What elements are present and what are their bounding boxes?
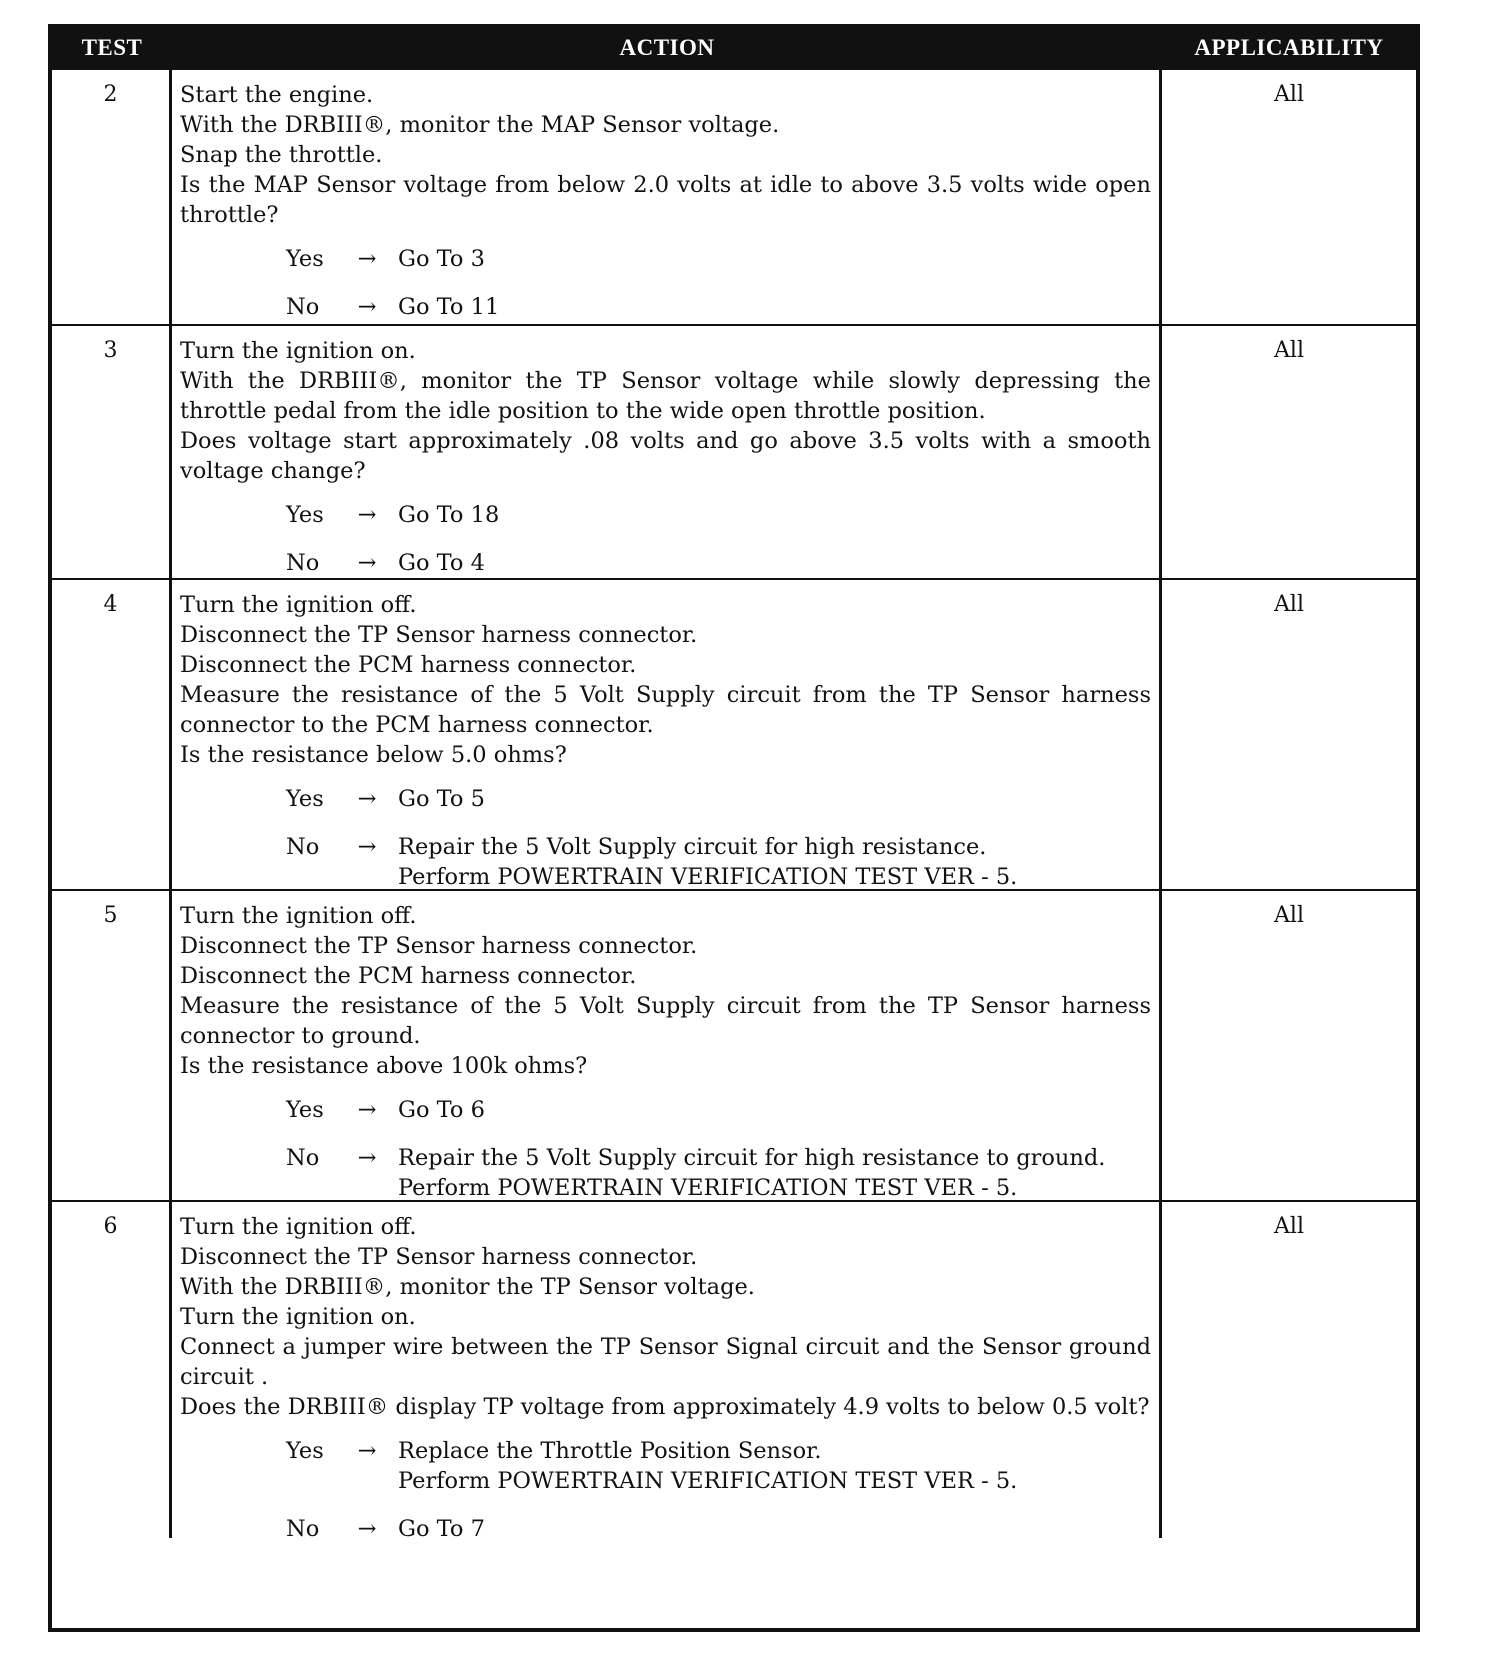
applicability-value: All [1274,1214,1304,1239]
option-action [392,500,1151,530]
action-step: Snap the throttle. [180,142,383,168]
result-option [180,548,1151,578]
arrow-icon: → [357,1145,377,1171]
option-action [392,784,1151,814]
test-number: 6 [52,1202,172,1538]
result-option [180,1143,1151,1203]
test-number: 2 [52,70,172,324]
result-options [180,500,1151,578]
result-option [180,1436,1151,1496]
arrow-icon: → [357,1516,377,1542]
option-label: No [286,834,320,860]
table-row [52,324,1416,578]
option-action-line: Perform POWERTRAIN VERIFICATION TEST VER - 5. [398,1175,1018,1201]
option-label: No [286,1145,320,1171]
option-action [392,1143,1151,1203]
option-label: Yes [286,1438,324,1464]
action-cell [172,580,1162,889]
action-step: With the DRBIII®, monitor the TP Sensor voltage. [180,1274,755,1300]
option-action [392,548,1151,578]
action-step: Measure the resistance of the 5 Volt Supply circuit from the TP Sensor harness connector to the PCM harness connector. [180,682,1151,738]
action-step: Disconnect the TP Sensor harness connector. [180,1244,698,1270]
applicability-value: All [1274,903,1304,928]
applicability-value: All [1274,82,1304,107]
option-action [392,1095,1151,1125]
action-cell [172,326,1162,578]
option-label: No [286,294,320,320]
result-option [180,784,1151,814]
result-option [180,292,1151,322]
option-action [392,1514,1151,1544]
test-number: 4 [52,580,172,889]
result-options [180,1436,1151,1544]
option-label: Yes [286,786,324,812]
action-step: Disconnect the PCM harness connector. [180,652,637,678]
action-cell [172,891,1162,1200]
action-step: Start the engine. [180,82,374,108]
arrow-icon: → [357,1097,377,1123]
option-label: Yes [286,1097,324,1123]
diagnostic-test-table [48,24,1420,1632]
result-options [180,1095,1151,1203]
table-row [52,70,1416,324]
option-label: Yes [286,502,324,528]
option-action-line: Replace the Throttle Position Sensor. [398,1438,822,1464]
header-applicability: APPLICABILITY [1194,35,1384,60]
action-step: Disconnect the TP Sensor harness connector. [180,933,698,959]
option-action-line: Go To 11 [398,294,500,320]
header-action: ACTION [619,35,715,60]
result-options [180,784,1151,892]
action-step: Disconnect the PCM harness connector. [180,963,637,989]
table-body [52,70,1416,1542]
option-action-line: Repair the 5 Volt Supply circuit for high resistance to ground. [398,1145,1106,1171]
result-option [180,500,1151,530]
action-step: Turn the ignition off. [180,903,417,929]
option-action-line: Perform POWERTRAIN VERIFICATION TEST VER - 5. [398,864,1018,890]
action-step: Turn the ignition off. [180,592,417,618]
test-number: 3 [52,326,172,578]
option-action [392,832,1151,892]
option-action [392,244,1151,274]
option-action [392,1436,1151,1496]
action-step: Turn the ignition off. [180,1214,417,1240]
action-step: With the DRBIII®, monitor the TP Sensor voltage while slowly depressing the throttle pedal from the idle position to the wide open throttle position. [180,368,1151,424]
table-row [52,578,1416,889]
option-action [392,292,1151,322]
option-action-line: Go To 3 [398,246,485,272]
result-option [180,1514,1151,1544]
result-options [180,244,1151,322]
action-step: Is the resistance above 100k ohms? [180,1053,588,1079]
action-step: Measure the resistance of the 5 Volt Supply circuit from the TP Sensor harness connector to ground. [180,993,1151,1049]
table-header [52,28,1416,70]
applicability-value: All [1274,338,1304,363]
arrow-icon: → [357,550,377,576]
arrow-icon: → [357,246,377,272]
action-step: Does voltage start approximately .08 volts and go above 3.5 volts with a smooth voltage change? [180,428,1151,484]
header-test: TEST [81,35,143,60]
action-step: Is the MAP Sensor voltage from below 2.0 volts at idle to above 3.5 volts wide open throttle? [180,172,1151,228]
action-step: Does the DRBIII® display TP voltage from approximately 4.9 volts to below 0.5 volt? [180,1394,1150,1420]
option-label: No [286,550,320,576]
action-cell [172,1202,1162,1542]
table-row [52,889,1416,1200]
action-step: With the DRBIII®, monitor the MAP Sensor voltage. [180,112,780,138]
action-step: Is the resistance below 5.0 ohms? [180,742,567,768]
option-action-line: Perform POWERTRAIN VERIFICATION TEST VER - 5. [398,1468,1018,1494]
option-action-line: Repair the 5 Volt Supply circuit for high resistance. [398,834,987,860]
action-cell [172,70,1162,324]
arrow-icon: → [357,1438,377,1464]
option-action-line: Go To 5 [398,786,485,812]
arrow-icon: → [357,834,377,860]
result-option [180,244,1151,274]
option-action-line: Go To 18 [398,502,500,528]
applicability-value: All [1274,592,1304,617]
arrow-icon: → [357,502,377,528]
arrow-icon: → [357,294,377,320]
action-step: Turn the ignition on. [180,1304,416,1330]
action-step: Turn the ignition on. [180,338,416,364]
arrow-icon: → [357,786,377,812]
option-action-line: Go To 4 [398,550,485,576]
option-action-line: Go To 7 [398,1516,485,1542]
test-number: 5 [52,891,172,1200]
action-step: Connect a jumper wire between the TP Sensor Signal circuit and the Sensor ground circuit . [180,1334,1151,1390]
action-step: Disconnect the TP Sensor harness connector. [180,622,698,648]
option-label: No [286,1516,320,1542]
result-option [180,832,1151,892]
option-action-line: Go To 6 [398,1097,485,1123]
result-option [180,1095,1151,1125]
table-row [52,1200,1416,1542]
option-label: Yes [286,246,324,272]
